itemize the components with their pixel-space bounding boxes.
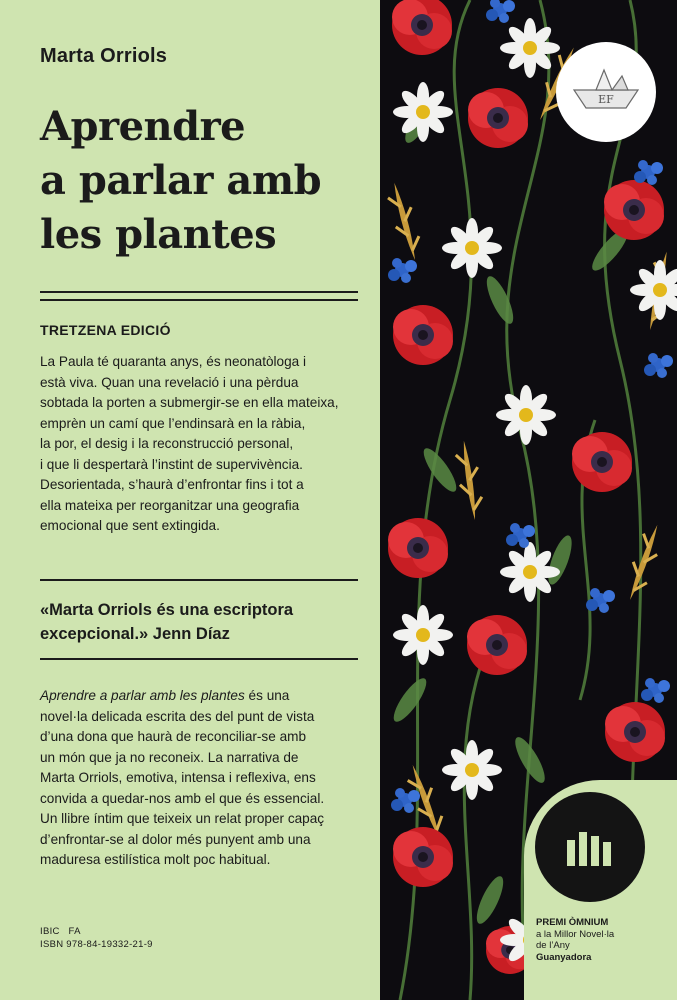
description-line: un món que ja no reconeix. La narrativa de xyxy=(40,749,299,765)
catalog-info xyxy=(40,926,153,951)
award-name: PREMI ÒMNIUM xyxy=(536,917,609,928)
publisher-logo-text: EF xyxy=(598,93,614,106)
synopsis-line: la por, el desig i la reconstrucció personal, xyxy=(40,436,294,451)
synopsis-line: La Paula té quaranta anys, és neonatòloga i xyxy=(40,354,307,369)
description-line: maduresa estilística molt poc habitual. xyxy=(40,852,271,867)
description-line: d’enfrontar-se al dolor més punyent amb una xyxy=(40,831,311,847)
title-line: Aprendre xyxy=(40,103,246,150)
edition-label: TRETZENA EDICIÓ xyxy=(40,322,171,338)
description-line: Un llibre íntim que teixeix un relat proper capaç xyxy=(40,811,325,826)
synopsis-line: està viva. Quan una revelació i una pèrdua xyxy=(40,374,299,390)
publisher-logo xyxy=(556,42,656,142)
synopsis-line: sobtada la porten a submergir-se en ella mateixa, xyxy=(40,395,339,410)
press-quote xyxy=(40,598,360,646)
description-line: d’una dona que haurà de reconciliar-se amb xyxy=(40,729,307,744)
description-line: Marta Orriols, emotiva, intensa i reflexiva, ens xyxy=(40,770,316,785)
ibic-code: IBIC FA xyxy=(40,926,81,937)
book-title xyxy=(40,100,370,262)
title-line: a parlar amb xyxy=(40,157,322,204)
quote-top-divider xyxy=(40,579,358,581)
description-line: convida a quedar-nos amb el que és essencial. xyxy=(40,790,325,806)
isbn-number: ISBN 978-84-19332-21-9 xyxy=(40,938,153,950)
award-text xyxy=(536,917,614,963)
title-line: les plantes xyxy=(40,211,277,258)
synopsis-line: i que li despertarà l’instint de supervivència. xyxy=(40,456,303,472)
synopsis xyxy=(40,352,360,537)
synopsis-line: emprèn un camí que l’endinsarà en la ràbia, xyxy=(40,415,306,431)
press-quote-line: «Marta Orriols és una escriptora xyxy=(40,601,294,619)
award-category-end: de l’Any xyxy=(536,940,570,951)
award-bars-icon xyxy=(535,792,645,902)
award-status: Guanyadora xyxy=(536,951,592,963)
description-line: Aprendre a parlar amb les plantes és una xyxy=(40,688,290,703)
paper-boat-icon xyxy=(556,42,656,142)
press-quote-line: excepcional.» Jenn Díaz xyxy=(40,625,230,643)
description-book-title: Aprendre a parlar amb les plantes xyxy=(40,688,245,703)
quote-bottom-divider xyxy=(40,658,358,660)
author-name: Marta Orriols xyxy=(40,45,168,67)
synopsis-line: emocional que sent extingida. xyxy=(40,518,220,533)
award-badge xyxy=(535,792,645,902)
double-divider xyxy=(40,291,358,301)
description xyxy=(40,686,360,871)
synopsis-line: ella mateixa per reorganitzar una geografia xyxy=(40,497,300,513)
award-category: a la Millor Novel·la xyxy=(536,928,615,940)
synopsis-line: Desorientada, s’haurà d’enfrontar fins i tot a xyxy=(40,477,304,492)
description-line: novel·la delicada escrita des del punt de vista xyxy=(40,708,315,724)
